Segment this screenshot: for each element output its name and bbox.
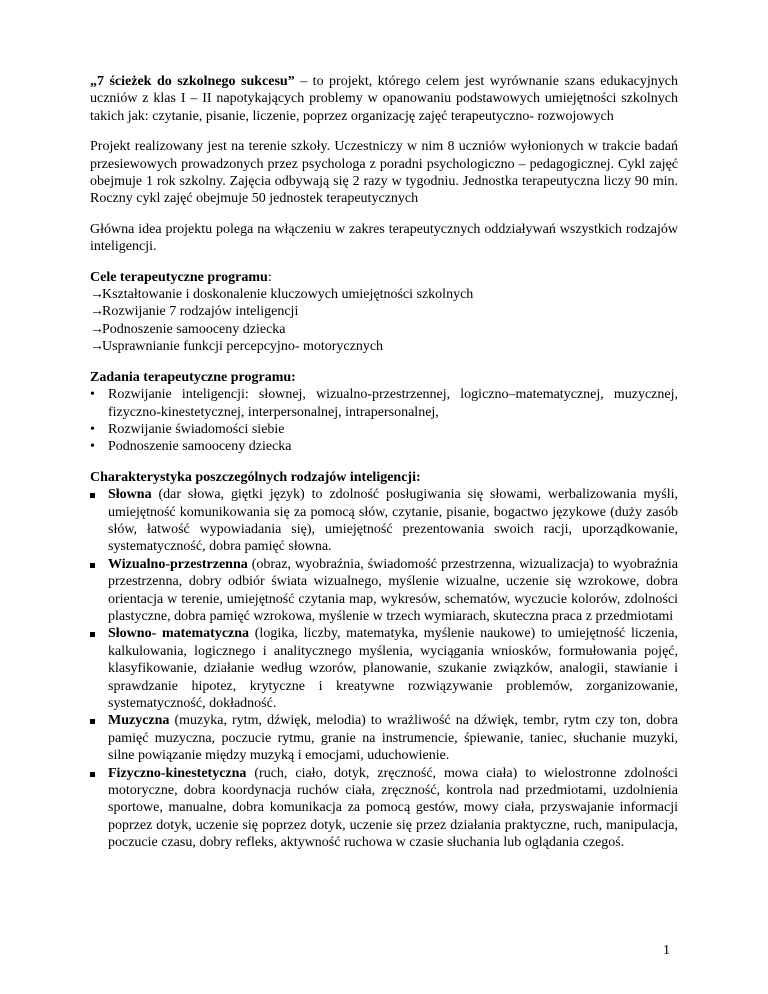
task-item: • Rozwijanie świadomości siebie [90,421,285,437]
goal-item: → Podnoszenie samooceny dziecka [90,321,286,337]
intelligence-description: (dar słowa, giętki język) to zdolność posługiwania się słowami, werbalizowania myśli, umiejętność komunikowania się za pomocą słów, czytanie, pisanie, bogactwo językowe (duży zasób słów, łatwość wypowiadania się), umiejętność prezentowania swoich racji, uporządkowanie, systematyczność, dobra pamięć słowna. [108,487,678,555]
characteristics-heading: Charakterystyka poszczególnych rodzajów inteligencji: [90,469,421,485]
intelligence-item [90,556,678,626]
page-number: 1 [663,943,670,958]
goals-heading: Cele terapeutyczne programu: [90,269,272,285]
goal-item: → Usprawnianie funkcji percepcyjno- motorycznych [90,339,384,355]
square-bullet-icon [90,625,95,642]
bullet-icon: • [90,387,95,403]
arrow-icon: → [90,304,104,320]
goal-item: → Kształtowanie i doskonalenie kluczowych umiejętności szkolnych [90,287,474,303]
intelligence-description: (ruch, ciało, dotyk, zręczność, mowa ciała) to wielostronne zdolności motoryczne, dobra koordynacja ruchów ciała, zręczność, kontrola nad przedmiotami, uzdolnienia sportowe, manualne, dobra komunikacja za pomocą gestów, mowy ciała, przyswajanie informacji poprzez dotyk, uczenie się poprzez dotyk, uczenie się przez działania praktyczne, ruch, manipulacja, poczucie czasu, dobry refleks, aktywność ruchowa w czasie słuchania lub oglądania czegoś. [108,765,678,851]
tasks-section [90,369,678,456]
project-description-paragraph: Projekt realizowany jest na terenie szkoły. Uczestniczy w nim 8 uczniów wyłonionych w trakcie badań przesiewowych prowadzonych przez psychologa z poradni psychologiczno – pedagogicznej. Cykl zajęć obejmuje 1 rok szkolny. Zajęcia odbywają się 2 razy w tygodniu. Jednostka terapeutyczna liczy 90 min. Roczny cykl zajęć obejmuje 50 jednostek terapeutycznych [90,139,678,207]
arrow-icon: → [90,321,104,337]
square-bullet-icon [90,556,95,573]
arrow-icon: → [90,339,104,355]
task-item: • Rozwijanie inteligencji: słownej, wizualno-przestrzennej, logiczno–matematycznej, muzycznej, fizyczno-kinestetycznej, interpersonalnej, intrapersonalnej, [90,387,678,420]
tasks-heading: Zadania terapeutyczne programu: [90,369,296,385]
square-bullet-icon [90,765,95,782]
main-idea-paragraph: Główna idea projektu polega na włączeniu w zakres terapeutycznych oddziaływań wszystkich rodzajów inteligencji. [90,221,678,255]
intelligence-description: (logika, liczby, matematyka, myślenie naukowe) to umiejętność liczenia, kalkulowania, logicznego i analitycznego myślenia, wyciągania wniosków, formułowania pojęć, klasyfikowanie, działanie według wzorów, planowanie, szukanie związków, analogii, stawianie i sprawdzanie hipotez, krytyczne i kreatywne rozwiązywanie problemów, zorganizowanie, systematyczność, dokładność. [108,626,678,711]
intelligence-term: Muzyczna [108,713,170,729]
goals-section [90,269,678,356]
intelligence-item [90,486,678,556]
intelligence-item [90,765,678,852]
project-title: „7 ścieżek do szkolnego sukcesu” [90,74,295,89]
square-bullet-icon [90,486,95,503]
bullet-icon: • [90,421,95,437]
bullet-icon: • [90,439,95,455]
task-item: • Podnoszenie samooceny dziecka [90,439,292,455]
characteristics-section [90,469,678,852]
goal-item: → Rozwijanie 7 rodzajów inteligencji [90,304,299,320]
intelligence-description: (obraz, wyobraźnia, świadomość przestrzenna, wizualizacja) to wyobraźnia przestrzenna, dobry odbiór świata wizualnego, myślenie wizualne, uczenie się wzrokowe, dobra orientacja w terenie, umiejętność czytania map, wykresów, schematów, wyczucie kolorów, zdolności plastyczne, dobra pamięć wzrokowa, myślenie w trzech wymiarach, skuteczna praca z przedmiotami [108,556,678,624]
intelligence-description: (muzyka, rytm, dźwięk, melodia) to wrażliwość na dźwięk, tembr, rytm czy ton, dobra pamięć muzyczna, poczucie rytmu, granie na instrumencie, śpiewanie, taniec, słuchanie muzyki, silne powiązanie między muzyką i emocjami, uduchowienie. [108,713,678,764]
intelligence-term: Fizyczno-kinestetyczna [108,765,247,781]
intelligence-item [90,712,678,764]
square-bullet-icon [90,712,95,729]
intelligence-term: Słowno- matematyczna [108,626,250,642]
intro-text: – to projekt, którego celem jest wyrównanie szans edukacyjnych uczniów z klas I – II napotykających problemy w opanowaniu podstawowych umiejętności szkolnych takich jak: czytanie, pisanie, liczenie, poprzez organizację zajęć terapeutyczno- rozwojowych [90,74,678,124]
intelligence-term: Słowna [108,487,152,503]
arrow-icon: → [90,287,104,303]
intelligence-item [90,625,678,712]
intelligence-term: Wizualno-przestrzenna [108,556,248,572]
intro-paragraph [90,73,678,125]
